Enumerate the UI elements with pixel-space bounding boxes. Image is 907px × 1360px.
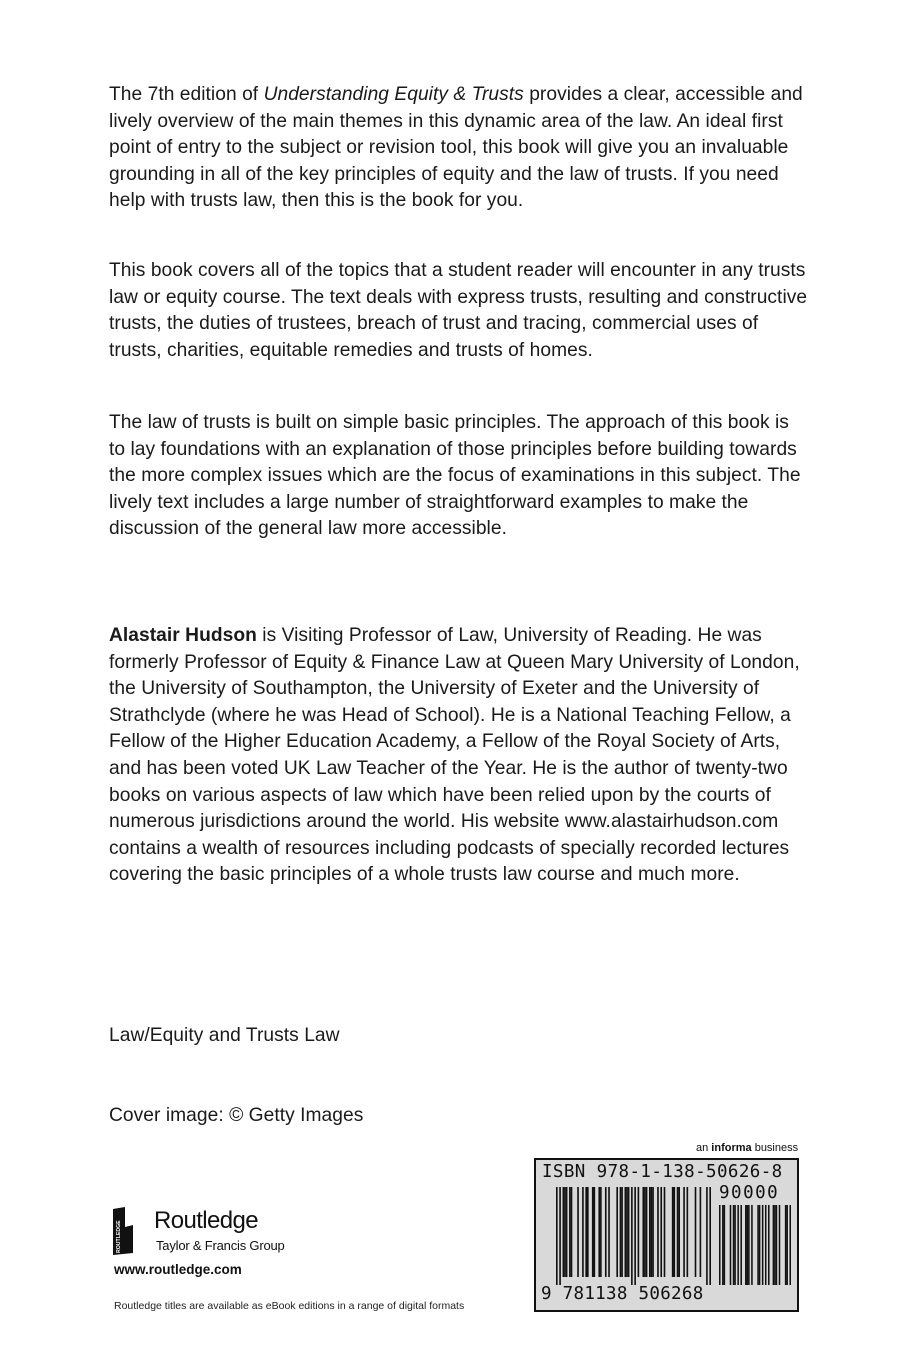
addon-bar (789, 1205, 791, 1285)
blurb-p1-lead: The 7th edition of (109, 84, 264, 105)
barcode-bar (664, 1187, 666, 1277)
barcode-bar (673, 1187, 675, 1277)
addon-bar (719, 1205, 721, 1285)
ean5-addon-bars (719, 1205, 791, 1285)
barcode-bar (559, 1187, 561, 1285)
addon-bar (759, 1205, 761, 1285)
barcode-bar (569, 1187, 571, 1277)
addon-bar (724, 1205, 726, 1285)
barcode-bar (587, 1187, 589, 1277)
ebook-availability-note: Routledge titles are available as eBook editions in a range of digital formats (114, 1300, 465, 1312)
barcode-bar (651, 1187, 653, 1277)
addon-bar (734, 1205, 736, 1285)
addon-bar (774, 1205, 776, 1285)
barcode-bar (566, 1187, 568, 1277)
barcode-bar (660, 1187, 662, 1277)
addon-bar (747, 1205, 749, 1285)
barcode-bar (608, 1187, 610, 1277)
cover-image-credit: Cover image: © Getty Images (109, 1105, 364, 1126)
ean-digits: 9 781138 506268 (541, 1284, 704, 1304)
barcode-bar (564, 1187, 566, 1277)
addon-bar (786, 1205, 788, 1285)
isbn-number: ISBN 978-1-138-50626-8 (542, 1162, 783, 1182)
barcode-bar (582, 1187, 584, 1277)
barcode-bar (657, 1187, 659, 1277)
addon-bar (745, 1205, 747, 1285)
barcode-bar (571, 1187, 573, 1277)
informa-business-tagline (696, 1141, 798, 1155)
author-name: Alastair Hudson (109, 625, 257, 646)
barcode-bar (709, 1187, 711, 1285)
barcode-bar (687, 1187, 689, 1277)
barcode-price-code: 90000 (719, 1183, 780, 1203)
barcode-bar (638, 1187, 640, 1277)
blurb-p2-text: This book covers all of the topics that a student reader will encounter in any trusts law or equity course. The text deals with express trusts, resulting and constructive trusts, the duties of trustees, breach of trust and tracing, commercial uses of trusts, charities, equitable remedies and trusts of homes. (109, 260, 808, 361)
addon-bar (751, 1205, 753, 1285)
barcode-bar (644, 1187, 646, 1277)
blurb-paragraph-3 (109, 410, 809, 543)
barcode-bar (677, 1187, 679, 1277)
barcode-bar (577, 1187, 579, 1277)
addon-bar (733, 1205, 735, 1285)
barcode-bar (556, 1187, 558, 1285)
addon-bar (776, 1205, 778, 1285)
addon-bar (730, 1205, 732, 1285)
barcode-bar (678, 1187, 680, 1277)
blurb-paragraph-2 (109, 258, 809, 364)
barcode-bar (621, 1187, 623, 1277)
barcode-bar (683, 1187, 685, 1277)
addon-bar (762, 1205, 764, 1285)
addon-bar (748, 1205, 750, 1285)
addon-bar (757, 1205, 759, 1285)
barcode-bar (695, 1187, 697, 1277)
addon-bar (740, 1205, 742, 1285)
barcode-bar (646, 1187, 648, 1277)
author-bio (109, 623, 809, 889)
routledge-logo-icon (113, 1207, 135, 1255)
barcode-bar (605, 1187, 607, 1277)
barcode-bar (598, 1187, 600, 1277)
barcode-bar (634, 1187, 636, 1285)
informa-suffix: business (751, 1142, 799, 1154)
addon-bar (779, 1205, 781, 1285)
informa-wordmark: informa (711, 1142, 752, 1154)
informa-prefix: an (696, 1142, 712, 1154)
blurb-p3-text: The law of trusts is built on simple basic principles. The approach of this book is to lay foundations with an explanation of those principles before building towards the more complex issues which are the focus of examinations in this subject. The lively text includes a large number of straightforward examples to make the discussion of the general law more accessible. (109, 412, 801, 540)
ean13-bars (556, 1187, 711, 1285)
book-title-italic: Understanding Equity & Trusts (263, 84, 524, 105)
barcode-bar (649, 1187, 651, 1277)
barcode-bar (700, 1187, 702, 1277)
subject-category: Law/Equity and Trusts Law (109, 1025, 340, 1046)
addon-bar (737, 1205, 739, 1285)
barcode-bar (616, 1187, 618, 1277)
barcode-bar (706, 1187, 708, 1285)
barcode-bar (563, 1187, 565, 1277)
barcode-bar (672, 1187, 674, 1277)
addon-bar (768, 1205, 770, 1285)
barcode-bar (594, 1187, 596, 1277)
publisher-name: Routledge (154, 1207, 259, 1234)
addon-bar (773, 1205, 775, 1285)
barcode-bar (631, 1187, 633, 1285)
barcode-bar (642, 1187, 644, 1277)
routledge-logo-text: ROUTLEDGE (116, 1220, 122, 1253)
barcode-bar (626, 1187, 628, 1277)
publisher-url: www.routledge.com (114, 1262, 242, 1277)
addon-bar (765, 1205, 767, 1285)
barcode-bar (620, 1187, 622, 1277)
barcode-bar (652, 1187, 654, 1277)
publisher-group: Taylor & Francis Group (156, 1238, 285, 1253)
barcode-bar (625, 1187, 627, 1277)
barcode-bar (592, 1187, 594, 1277)
blurb-paragraph-1 (109, 82, 809, 215)
addon-bar (722, 1205, 724, 1285)
author-bio-text: is Visiting Professor of Law, University of Reading. He was formerly Professor of Equity & Finance Law at Queen Mary University of London, the University of Southampton, the University of Exeter and the University of Strathclyde (where he was Head of School). He is a National Teaching Fellow, a Fellow of the Higher Education Academy, a Fellow of the Royal Society of Arts, and has been voted UK Law Teacher of the Year. He is the author of twenty-two books on various aspects of law which have been relied upon by the courts of numerous jurisdictions around the world. His website www.alastairhudson.com contains a wealth of resources including podcasts of specially recorded lectures covering the basic principles of a whole trusts law course and much more. (109, 625, 800, 886)
addon-bar (785, 1205, 787, 1285)
blurb-p1-rest: provides a clear, accessible and lively overview of the main themes in this dynamic area of the law. An ideal first point of entry to the subject or revision tool, this book will give you an invaluable grounding in all of the key principles of equity and the law of trusts. If you need help with trusts law, then this is the book for you. (109, 84, 803, 212)
barcode-bar (628, 1187, 630, 1277)
barcode-bar (600, 1187, 602, 1277)
barcode-bar (585, 1187, 587, 1277)
isbn-barcode (534, 1158, 799, 1312)
